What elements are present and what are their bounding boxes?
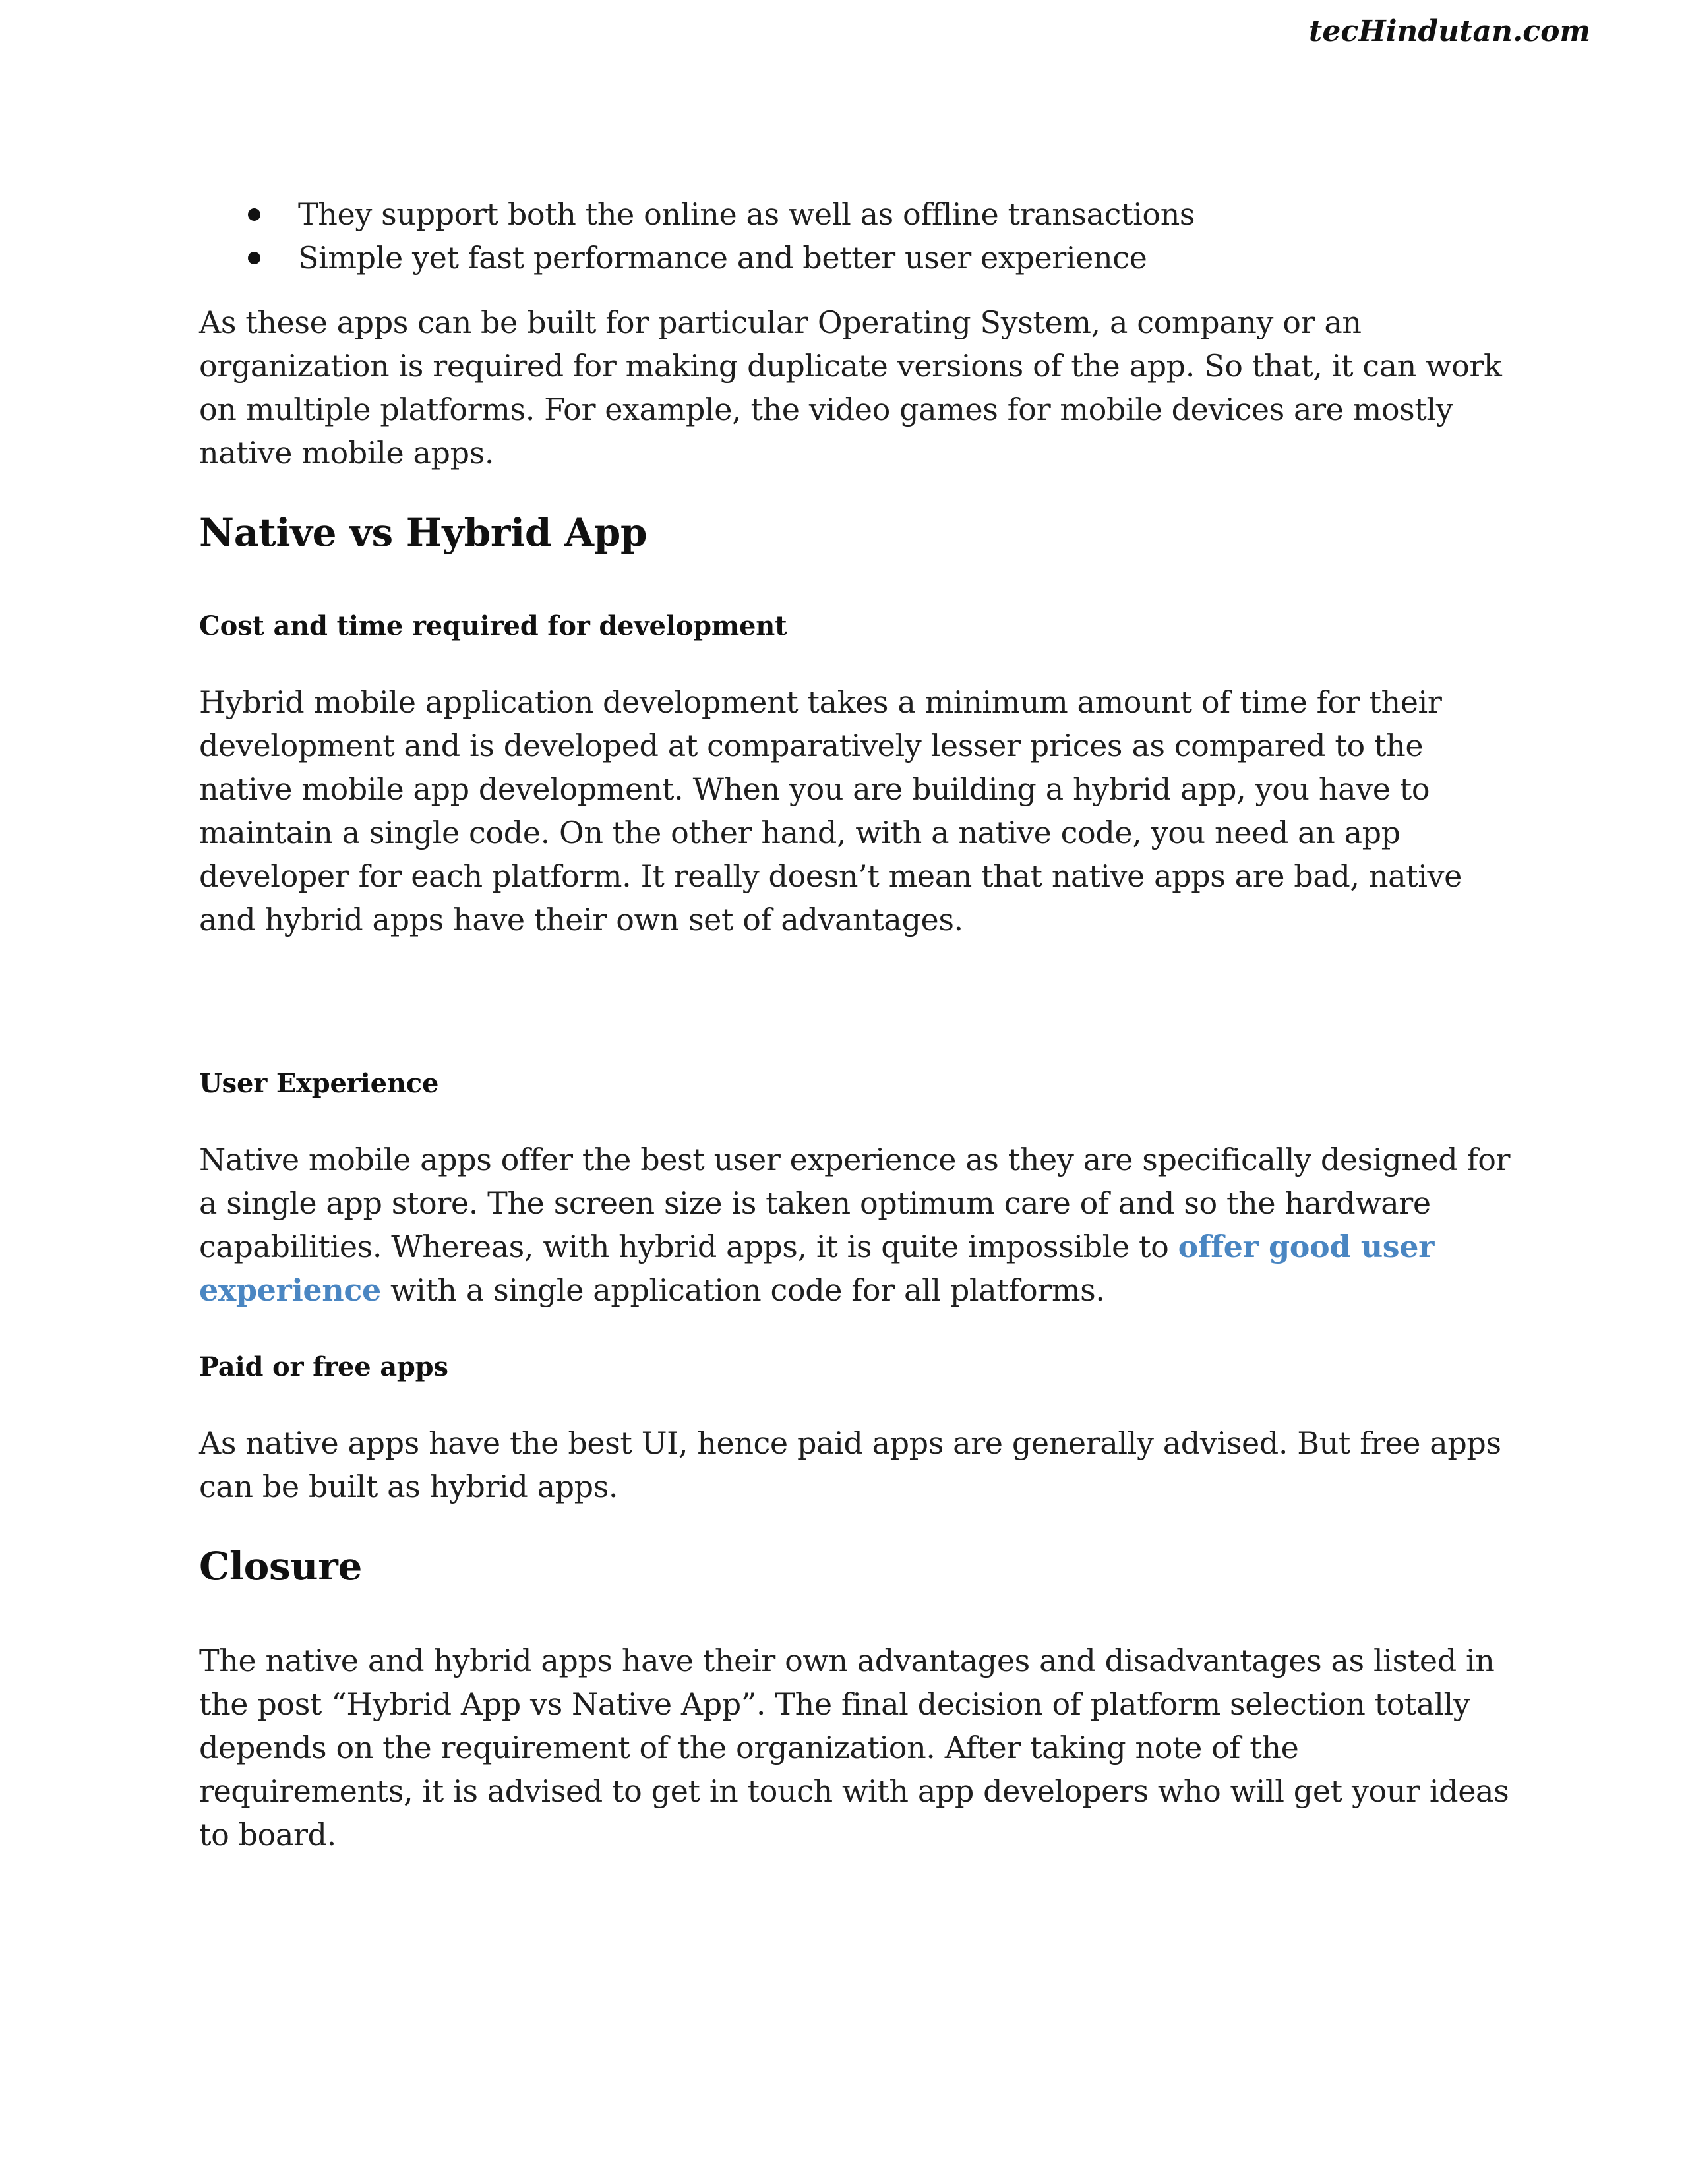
document-body xyxy=(199,192,1511,1856)
bullet-dot-icon xyxy=(248,252,260,264)
paragraph-paid-free: As native apps have the best UI, hence paid apps are generally advised. But free apps can be built as hybrid apps. xyxy=(199,1425,1501,1504)
heading-closure: Closure xyxy=(199,1544,363,1589)
offer-good-user-experience-link[interactable]: offer good user experience xyxy=(199,1229,1434,1308)
subheading-cost-time: Cost and time required for development xyxy=(199,610,787,641)
list-item: Simple yet fast performance and better user experience xyxy=(298,236,1511,280)
paragraph-cost-time: Hybrid mobile application development takes a minimum amount of time for their development and is developed at comparatively lesser prices as compared to the native mobile app development. When you are building a hybrid app, you have to maintain a single code. On the other hand, with a native code, you need an app developer for each platform. It really doesn’t mean that native apps are bad, native and hybrid apps have their own set of advantages. xyxy=(199,684,1462,937)
paragraph-closure: The native and hybrid apps have their own advantages and disadvantages as listed in the post “Hybrid App vs Native App”. The final decision of platform selection totally depends on the requirement of the organization. After taking note of the requirements, it is advised to get in touch with app developers who will get your ideas to board. xyxy=(199,1643,1509,1852)
list-item: They support both the online as well as offline transactions xyxy=(298,192,1511,236)
heading-native-vs-hybrid: Native vs Hybrid App xyxy=(199,510,648,555)
paragraph-user-experience: Native mobile apps offer the best user experience as they are specifically designed for a single app store. The screen size is taken optimum care of and so the hardware capabilities. Whereas, with hybrid apps, it is quite impossible to offer good user experience with a single application code for all platforms. xyxy=(199,1142,1511,1308)
bullet-dot-icon xyxy=(248,208,260,221)
feature-list xyxy=(199,192,1511,280)
intro-paragraph: As these apps can be built for particular Operating System, a company or an organization is required for making duplicate versions of the app. So that, it can work on multiple platforms. For example, the video games for mobile devices are mostly native mobile apps. xyxy=(199,305,1502,471)
subheading-paid-free: Paid or free apps xyxy=(199,1351,448,1382)
subheading-user-experience: User Experience xyxy=(199,1068,439,1099)
site-brand: tecHindutan.com xyxy=(1309,15,1590,48)
